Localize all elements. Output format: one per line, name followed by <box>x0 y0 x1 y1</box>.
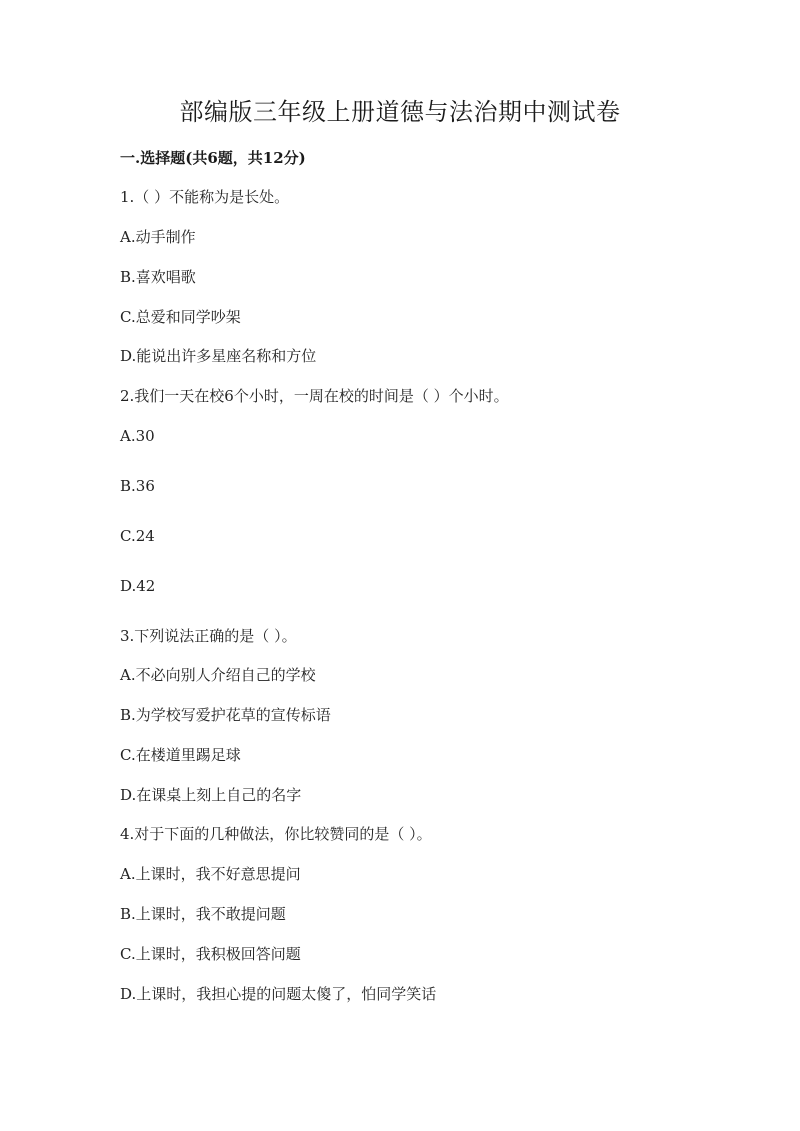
question-2-option-a: A.30 <box>120 427 155 445</box>
question-2-option-c: C.24 <box>120 527 155 545</box>
question-3-stem: 3.下列说法正确的是（ ）。 <box>120 627 297 645</box>
question-2-stem: 2.我们一天在校6个小时，一周在校的时间是（ ）个小时。 <box>120 387 509 405</box>
question-1-option-d: D.能说出许多星座名称和方位 <box>120 347 317 365</box>
question-1-stem: 1.（ ）不能称为是长处。 <box>120 188 290 206</box>
question-3-option-c: C.在楼道里踢足球 <box>120 746 241 764</box>
page-title: 部编版三年级上册道德与法治期中测试卷 <box>179 98 621 126</box>
question-2-option-b: B.36 <box>120 477 155 495</box>
question-1-option-b: B.喜欢唱歌 <box>120 268 196 286</box>
question-1-option-c: C.总爱和同学吵架 <box>120 308 241 326</box>
question-3-option-d: D.在课桌上刻上自己的名字 <box>120 786 302 804</box>
question-4-option-c: C.上课时，我积极回答问题 <box>120 945 301 963</box>
question-4-stem: 4.对于下面的几种做法，你比较赞同的是（ ）。 <box>120 825 432 843</box>
question-4-option-d: D.上课时，我担心提的问题太傻了，怕同学笑话 <box>120 985 437 1003</box>
question-4-option-b: B.上课时，我不敢提问题 <box>120 905 286 923</box>
question-2-option-d: D.42 <box>120 577 156 595</box>
question-1-option-a: A.动手制作 <box>120 228 196 246</box>
question-3-option-b: B.为学校写爱护花草的宣传标语 <box>120 706 331 724</box>
question-4-option-a: A.上课时，我不好意思提问 <box>120 865 301 883</box>
question-3-option-a: A.不必向别人介绍自己的学校 <box>120 666 316 684</box>
section-heading: 一.选择题(共6题，共12分) <box>120 149 306 167</box>
